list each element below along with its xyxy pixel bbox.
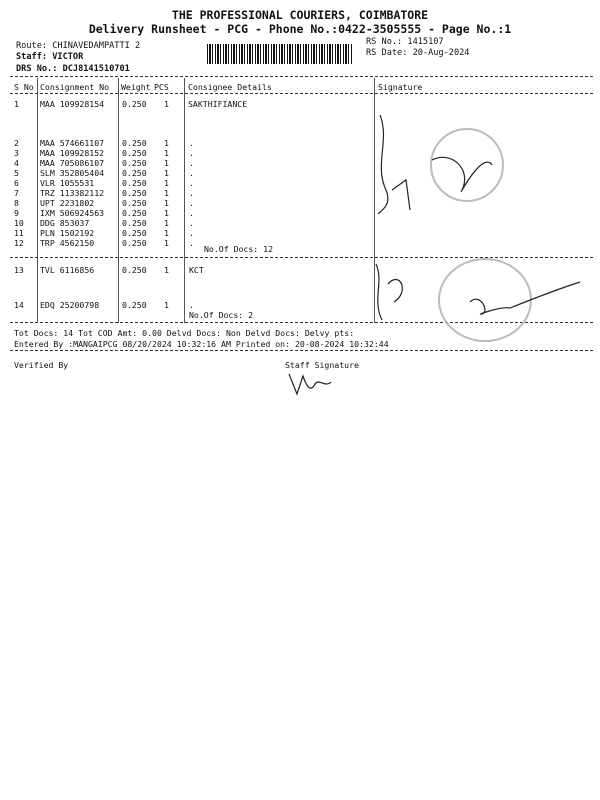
table-row: 8 UPT 2231802 0.250 1 . — [14, 198, 194, 208]
col-sno: S No — [14, 82, 34, 92]
barcode — [207, 44, 353, 64]
divider — [10, 350, 593, 351]
staff-signature-label: Staff Signature — [285, 360, 359, 370]
table-row: 10 DDG 853037 0.250 1 . — [14, 218, 194, 228]
divider — [10, 76, 593, 77]
table-row: 4 MAA 705086107 0.250 1 . — [14, 158, 194, 168]
docs-count: No.Of Docs: 2 — [189, 310, 254, 320]
signature — [372, 110, 532, 220]
table-row: 11 PLN 1502192 0.250 1 . — [14, 228, 194, 238]
table-row: 14 EDQ 25200798 0.250 1 . — [14, 300, 194, 310]
table-row: 5 SLM 352805404 0.250 1 . — [14, 168, 194, 178]
drs-label: DRS No.: DCJ8141510701 — [16, 64, 130, 74]
signature — [285, 368, 335, 398]
rs-number: RS No.: 1415107 — [366, 37, 444, 47]
table-header — [0, 82, 600, 92]
staff-label: Staff: VICTOR — [16, 52, 84, 62]
table-row: 1 MAA 109928154 0.250 1 SAKTHIFIANCE — [14, 99, 248, 109]
table-row: 13 TVL 6116856 0.250 1 KCT — [14, 265, 204, 275]
table-row: 6 VLR 1055531 0.250 1 . — [14, 178, 194, 188]
table-row: 9 IXM 506924563 0.250 1 . — [14, 208, 194, 218]
runsheet-subtitle: Delivery Runsheet - PCG - Phone No.:0422-3505555 - Page No.:1 — [88, 22, 512, 36]
col-consignee: Consignee Details — [188, 82, 272, 92]
docs-count: No.Of Docs: 12 — [204, 244, 274, 254]
col-consignment: Consignment No — [40, 82, 110, 92]
table-row: 2 MAA 574661107 0.250 1 . — [14, 138, 194, 148]
consignee-name: SAKTHIFIANCE — [188, 99, 248, 109]
verified-by-label: Verified By — [14, 360, 69, 370]
table-row: 3 MAA 109928152 0.250 1 . — [14, 148, 194, 158]
company-title: THE PROFESSIONAL COURIERS, COIMBATORE — [171, 8, 429, 22]
col-pcs: PCS — [154, 82, 169, 92]
route-label: Route: CHINAVEDAMPATTI 2 — [16, 41, 141, 51]
totals-line: Tot Docs: 14 Tot COD Amt: 0.00 Delvd Docs: Non Delvd Docs: Delvy pts: — [14, 328, 355, 338]
table-row: 7 TRZ 113382112 0.250 1 . — [14, 188, 194, 198]
table-row: 12 TRP 4562150 0.250 1 . — [14, 238, 194, 248]
col-weight: Weight — [121, 82, 151, 92]
divider — [10, 93, 593, 94]
rs-date: RS Date: 20-Aug-2024 — [366, 48, 470, 58]
consignee-name: KCT — [189, 265, 204, 275]
divider — [10, 257, 593, 258]
entered-line: Entered By :MANGAIPCG 08/20/2024 10:32:16 AM Printed on: 20-08-2024 10:32:44 — [14, 339, 389, 349]
col-signature: Signature — [378, 82, 423, 92]
signature — [370, 262, 590, 327]
